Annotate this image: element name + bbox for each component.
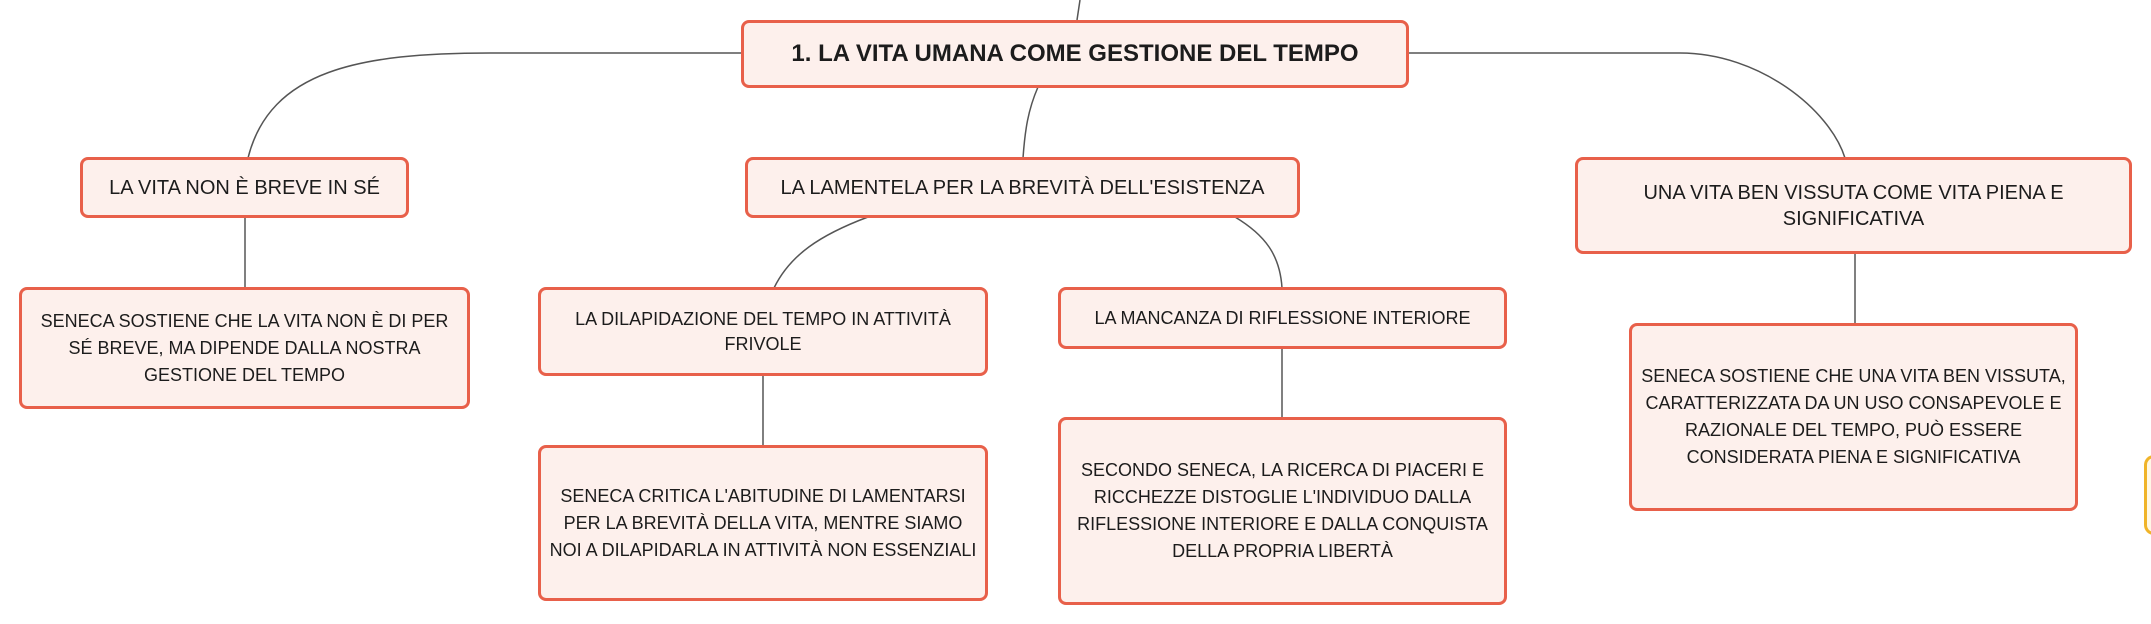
root-topic[interactable]: [741, 20, 1409, 88]
detail-vita-ben-vissuta[interactable]: [1629, 323, 2078, 511]
subtopic-dilapidazione-tempo-label: LA DILAPIDAZIONE DEL TEMPO IN ATTIVITÀ FRIVOLE: [575, 308, 951, 354]
detail-vita-non-breve[interactable]: [19, 287, 470, 409]
side-panel-tab[interactable]: [2144, 455, 2151, 535]
topic-vita-non-breve[interactable]: [80, 157, 409, 218]
topic-lamentela-brevita[interactable]: [745, 157, 1300, 218]
topic-vita-ben-vissuta-label: UNA VITA BEN VISSUTA COME VITA PIENA E SIGNIFICATIVA: [1643, 181, 2064, 230]
root-topic-label: 1. LA VITA UMANA COME GESTIONE DEL TEMPO: [791, 40, 1359, 67]
detail-mancanza-riflessione[interactable]: [1058, 417, 1507, 605]
detail-vita-non-breve-text: SENECA SOSTIENE CHE LA VITA NON È DI PER SÉ BREVE, MA DIPENDE DALLA NOSTRA GESTIONE DEL TEMPO: [40, 310, 449, 385]
connector-root-right: [1408, 53, 1845, 158]
connector-root-center: [1023, 87, 1038, 158]
detail-dilapidazione-tempo[interactable]: [538, 445, 988, 601]
detail-dilapidazione-tempo-text: SENECA CRITICA L'ABITUDINE DI LAMENTARSI PER LA BREVITÀ DELLA VITA, MENTRE SIAMO NOI A DILAPIDARLA IN ATTIVITÀ NON ESSENZIALI: [549, 485, 977, 560]
subtopic-dilapidazione-tempo[interactable]: [538, 287, 988, 376]
topic-vita-ben-vissuta[interactable]: [1575, 157, 2132, 254]
connector-center-sub-a: [774, 217, 868, 288]
topic-vita-non-breve-label: LA VITA NON È BREVE IN SÉ: [109, 176, 380, 199]
connector-center-sub-b: [1235, 217, 1282, 288]
detail-vita-ben-vissuta-text: SENECA SOSTIENE CHE UNA VITA BEN VISSUTA, CARATTERIZZATA DA UN USO CONSAPEVOLE E RAZIONALE DEL TEMPO, PUÒ ESSERE CONSIDERATA PIENA E SIGNIFICATIVA: [1641, 366, 2066, 467]
detail-mancanza-riflessione-text: SECONDO SENECA, LA RICERCA DI PIACERI E RICCHEZZE DISTOGLIE L'INDIVIDUO DALLA RIFLESSIONE INTERIORE E DALLA CONQUISTA DELLA PROPRIA LIBERTÀ: [1077, 460, 1488, 561]
connector-root-incoming: [1077, 0, 1080, 20]
connector-root-left: [248, 53, 742, 158]
subtopic-mancanza-riflessione[interactable]: [1058, 287, 1507, 349]
topic-lamentela-brevita-label: LA LAMENTELA PER LA BREVITÀ DELL'ESISTENZA: [780, 176, 1265, 199]
subtopic-mancanza-riflessione-label: LA MANCANZA DI RIFLESSIONE INTERIORE: [1094, 307, 1471, 328]
